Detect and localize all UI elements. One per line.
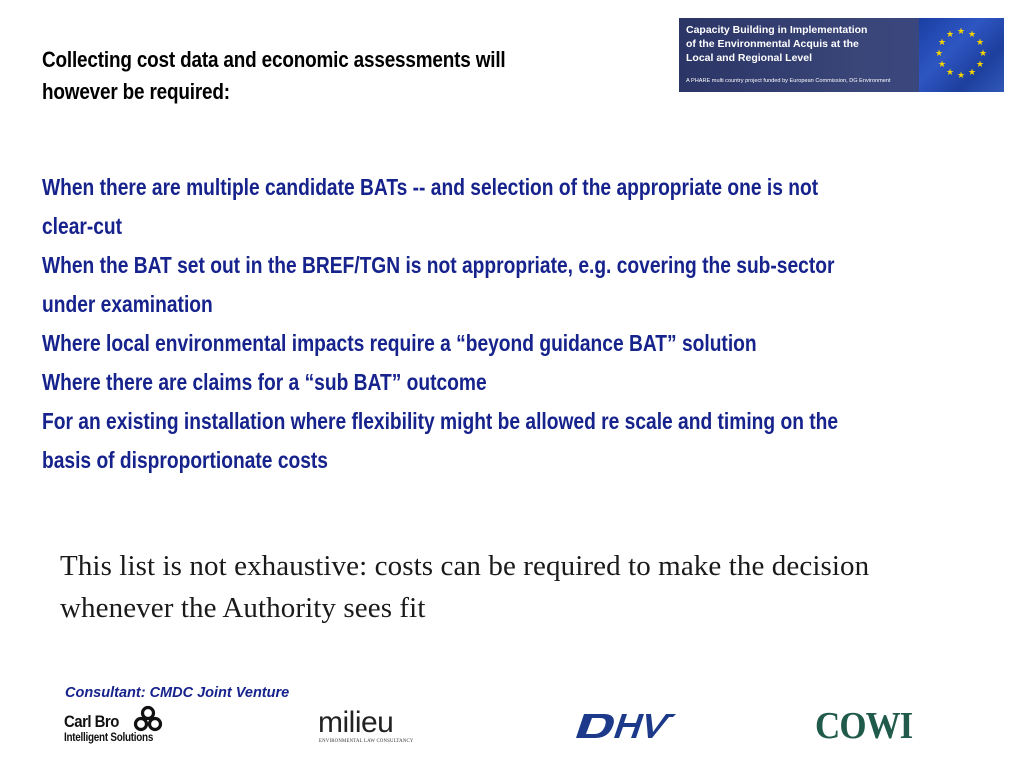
slide-heading: Collecting cost data and economic assessments will however be required:	[42, 47, 506, 104]
list-item: When there are multiple candidate BATs -- and selection of the appropriate one is not	[42, 174, 819, 200]
milieu-name: milieu	[318, 706, 394, 739]
svg-text:★: ★	[978, 49, 988, 59]
svg-text:★: ★	[975, 60, 985, 70]
banner-title-line: Capacity Building in Implementation	[686, 24, 868, 36]
carl-bro-name: Carl Bro	[64, 712, 119, 731]
criteria-list	[42, 168, 977, 480]
carl-bro-logo	[64, 705, 164, 750]
carl-bro-tagline: Intelligent Solutions	[64, 732, 154, 744]
list-item: When the BAT set out in the BREF/TGN is not appropriate, e.g. covering the sub-sector	[42, 252, 835, 278]
svg-text:★: ★	[975, 38, 985, 48]
list-item: Where there are claims for a “sub BAT” outcome	[42, 369, 487, 395]
milieu-tagline: ENVIRONMENTAL LAW CONSULTANCY	[319, 739, 414, 744]
svg-text:★: ★	[945, 68, 955, 78]
banner-subtitle: A PHARE multi country project funded by European Commission, DG Environment	[686, 78, 891, 84]
carl-bro-mark-icon	[132, 705, 164, 733]
consultant-credit: Consultant: CMDC Joint Venture	[65, 685, 290, 701]
dhv-logo	[570, 708, 680, 743]
list-item: clear-cut	[42, 213, 123, 239]
cowi-logo	[815, 706, 925, 746]
svg-text:★: ★	[937, 60, 947, 70]
dhv-wordmark-icon	[570, 708, 680, 743]
banner-title-line: of the Environmental Acquis at the	[686, 38, 859, 50]
svg-text:★: ★	[967, 30, 977, 40]
cowi-name: COWI	[815, 705, 913, 747]
list-item: For an existing installation where flexibility might be allowed re scale and timing on the	[42, 408, 839, 434]
eu-flag-icon	[919, 18, 1004, 92]
milieu-logo	[318, 708, 413, 748]
list-item: under examination	[42, 291, 213, 317]
list-item: basis of disproportionate costs	[42, 447, 328, 473]
eu-flag-stars	[919, 18, 1004, 92]
svg-text:★: ★	[956, 71, 966, 81]
banner-title-line: Local and Regional Level	[686, 52, 813, 64]
project-banner	[679, 18, 1004, 92]
banner-title	[686, 23, 916, 65]
svg-text:★: ★	[934, 49, 944, 59]
svg-text:★: ★	[967, 68, 977, 78]
list-item: Where local environmental impacts require a “beyond guidance BAT” solution	[42, 330, 757, 356]
svg-text:★: ★	[956, 27, 966, 37]
svg-text:★: ★	[945, 30, 955, 40]
closing-note: This list is not exhaustive: costs can be required to make the decision whenever the Authority sees fit	[60, 550, 870, 624]
svg-text:★: ★	[937, 38, 947, 48]
